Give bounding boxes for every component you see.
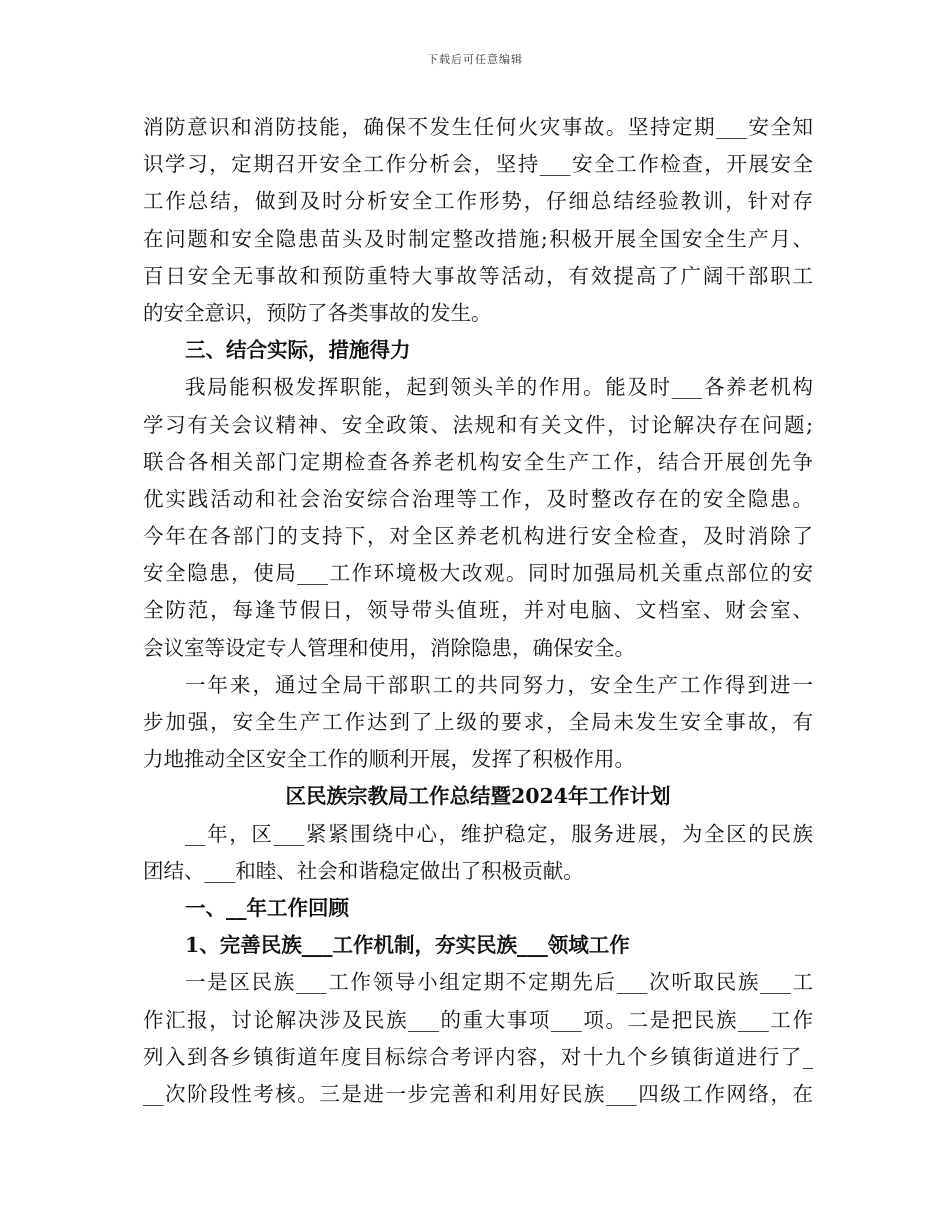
section-heading: 一、__年工作回顾 (185, 895, 349, 920)
paragraph-line: 作汇报，讨论解决涉及民族___的重大事项___项。二是把民族___工作 (143, 1007, 813, 1032)
paragraph-line: 的安全意识，预防了各类事故的发生。 (143, 300, 492, 325)
paragraph-line: 步加强，安全生产工作达到了上级的要求，全局未发生安全事故，有 (143, 710, 813, 734)
paragraph-line: 学习有关会议精神、安全政策、法规和有关文件，讨论解决存在问题; (143, 412, 813, 437)
paragraph-line: 一是区民族___工作领导小组定期不定期先后___次听取民族___工 (185, 970, 813, 995)
document-body (143, 109, 813, 1113)
paragraph-line: 列入到各乡镇街道年度目标综合考评内容，对十九个乡镇街道进行了_ (143, 1044, 813, 1069)
paragraph-line: 识学习，定期召开安全工作分析会，坚持___安全工作检查，开展安全 (143, 152, 813, 177)
paragraph-line: 一年来，通过全局干部职工的共同努力，安全生产工作得到进一 (185, 672, 813, 697)
paragraph-line: 会议室等设定专人管理和使用，消除隐患，确保安全。 (143, 635, 635, 660)
paragraph-line: 工作总结，做到及时分析安全工作形势，仔细总结经验教训，针对存 (143, 189, 813, 214)
paragraph-line: 安全隐患，使局___工作环境极大改观。同时加强局机关重点部位的安 (143, 561, 813, 586)
subsection-heading: 1、完善民族___工作机制，夯实民族___领域工作 (185, 933, 630, 958)
document-title: 区民族宗教局工作总结暨2024年工作计划 (285, 784, 671, 809)
paragraph-line: 百日安全无事故和预防重特大事故等活动，有效提高了广阔干部职工 (143, 263, 813, 288)
paragraph-line: 团结、___和睦、社会和谐稳定做出了积极贡献。 (143, 858, 584, 883)
download-note: 下载后可任意编辑 (427, 53, 523, 66)
paragraph-line: 我局能积极发挥职能，起到领头羊的作用。能及时___各养老机构 (185, 375, 813, 400)
paragraph-line: 消防意识和消防技能，确保不发生任何火灾事故。坚持定期___安全知 (143, 115, 813, 139)
paragraph-line: 全防范，每逢节假日，领导带头值班，并对电脑、文档室、财会室、 (143, 598, 813, 623)
paragraph-line: 今年在各部门的支持下，对全区养老机构进行安全检查，及时消除了 (143, 524, 813, 549)
paragraph-line: 力地推动全区安全工作的顺利开展，发挥了积极作用。 (143, 747, 635, 772)
paragraph-line: 在问题和安全隐患苗头及时制定整改措施;积极开展全国安全生产月、 (143, 226, 813, 251)
paragraph-line: 优实践活动和社会治安综合治理等工作，及时整改存在的安全隐患。 (143, 486, 813, 511)
section-heading: 三、结合实际，措施得力 (185, 338, 411, 363)
paragraph-line: __年，区___紧紧围绕中心，维护稳定，服务进展，为全区的民族 (185, 821, 813, 846)
paragraph-line: __次阶段性考核。三是进一步完善和利用好民族___四级工作网络，在 (143, 1081, 813, 1106)
paragraph-line: 联合各相关部门定期检查各养老机构安全生产工作，结合开展创先争 (143, 449, 813, 474)
